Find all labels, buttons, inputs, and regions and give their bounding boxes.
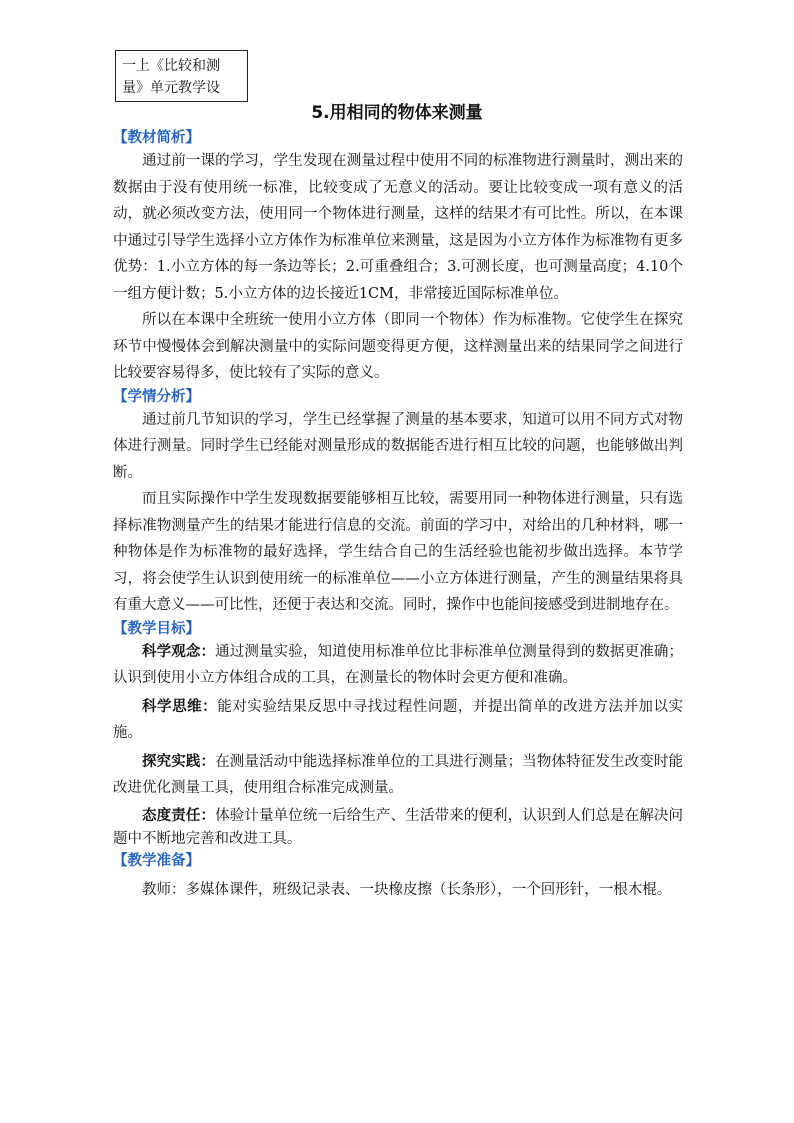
goal-label: 科学观念： <box>142 642 216 660</box>
section-heading-student-analysis: 【学情分析】 <box>113 388 200 405</box>
goal-text: 体验计量单位统一后给生产、生活带来的便利，认识到人们总是在解决问题中不断地完善和改进工具。 <box>113 807 683 847</box>
document-body <box>113 128 683 903</box>
paragraph: 通过前几节知识的学习，学生已经掌握了测量的基本要求，知道可以用不同方式对物体进行测量。同时学生已经能对测量形成的数据能否进行相互比较的问题，也能够做出判断。 <box>113 411 683 481</box>
section-heading-textbook-analysis: 【教材简析】 <box>113 130 200 146</box>
goal-label: 态度责任： <box>142 806 216 824</box>
paragraph: 教师：多媒体课件，班级记录表、一块橡皮擦（长条形），一个回形针，一根木棍。 <box>142 881 672 898</box>
goal-paragraph <box>113 749 683 802</box>
paragraph: 而且实际操作中学生发现数据要能够相互比较，需要用同一种物体进行测量，只有选择标准物测量产生的结果才能进行信息的交流。前面的学习中，对给出的几种材料，哪一种物体是作为标准物的最好选择，学生结合自己的生活经验也能初步做出选择。本节学习，将会使学生认识到使用统一的标准单位——小立方体进行测量，产生的测量结果将具有重大意义——可比性，还便于表达和交流。同时，操作中也能间接感受到进制地存在。 <box>113 491 683 613</box>
page-title: 5.用相同的物体来测量 <box>311 103 483 123</box>
section-heading-teaching-goals: 【教学目标】 <box>113 620 200 637</box>
goal-label: 探究实践： <box>142 752 216 770</box>
goal-paragraph <box>113 639 683 692</box>
unit-label-box <box>115 50 248 102</box>
goal-text: 能对实验结果反思中寻找过程性问题，并提出简单的改进方法并加以实施。 <box>113 698 684 741</box>
goal-text: 在测量活动中能选择标准单位的工具进行测量；当物体特征发生改变时能改进优化测量工具，使用组合标准完成测量。 <box>113 753 683 796</box>
paragraph: 所以在本课中全班统一使用小立方体（即同一个物体）作为标准物。它使学生在探究环节中慢慢体会到解决测量中的实际问题变得更方便，这样测量出来的结果同学之间进行比较要容易得多，使比较有了实际的意义。 <box>113 312 683 381</box>
goal-label: 科学思维： <box>142 697 218 715</box>
section-heading-teaching-preparation: 【教学准备】 <box>113 852 200 869</box>
goal-paragraph <box>113 804 683 851</box>
unit-label-line-2: 量》单元教学设 <box>122 80 220 96</box>
unit-label-line-1: 一上《比较和测 <box>122 58 220 74</box>
goal-paragraph <box>113 694 683 747</box>
goal-text: 通过测量实验，知道使用标准单位比非标准单位测量得到的数据更准确；认识到使用小立方体组合成的工具，在测量长的物体时会更方便和准确。 <box>113 643 683 686</box>
paragraph: 通过前一课的学习，学生发现在测量过程中使用不同的标准物进行测量时，测出来的数据由于没有使用统一标准，比较变成了无意义的活动。要让比较变成一项有意义的活动，就必须改变方法，使用同一个物体进行测量，这样的结果才有可比性。所以，在本课中通过引导学生选择小立方体作为标准单位来测量，这是因为小立方体作为标准物有更多优势：1.小立方体的每一条边等长；2.可重叠组合；3.可测长度，也可测量高度；4.10个一组方便计数；5.小立方体的边长接近1CM，非常接近国际标准单位。 <box>113 153 683 302</box>
